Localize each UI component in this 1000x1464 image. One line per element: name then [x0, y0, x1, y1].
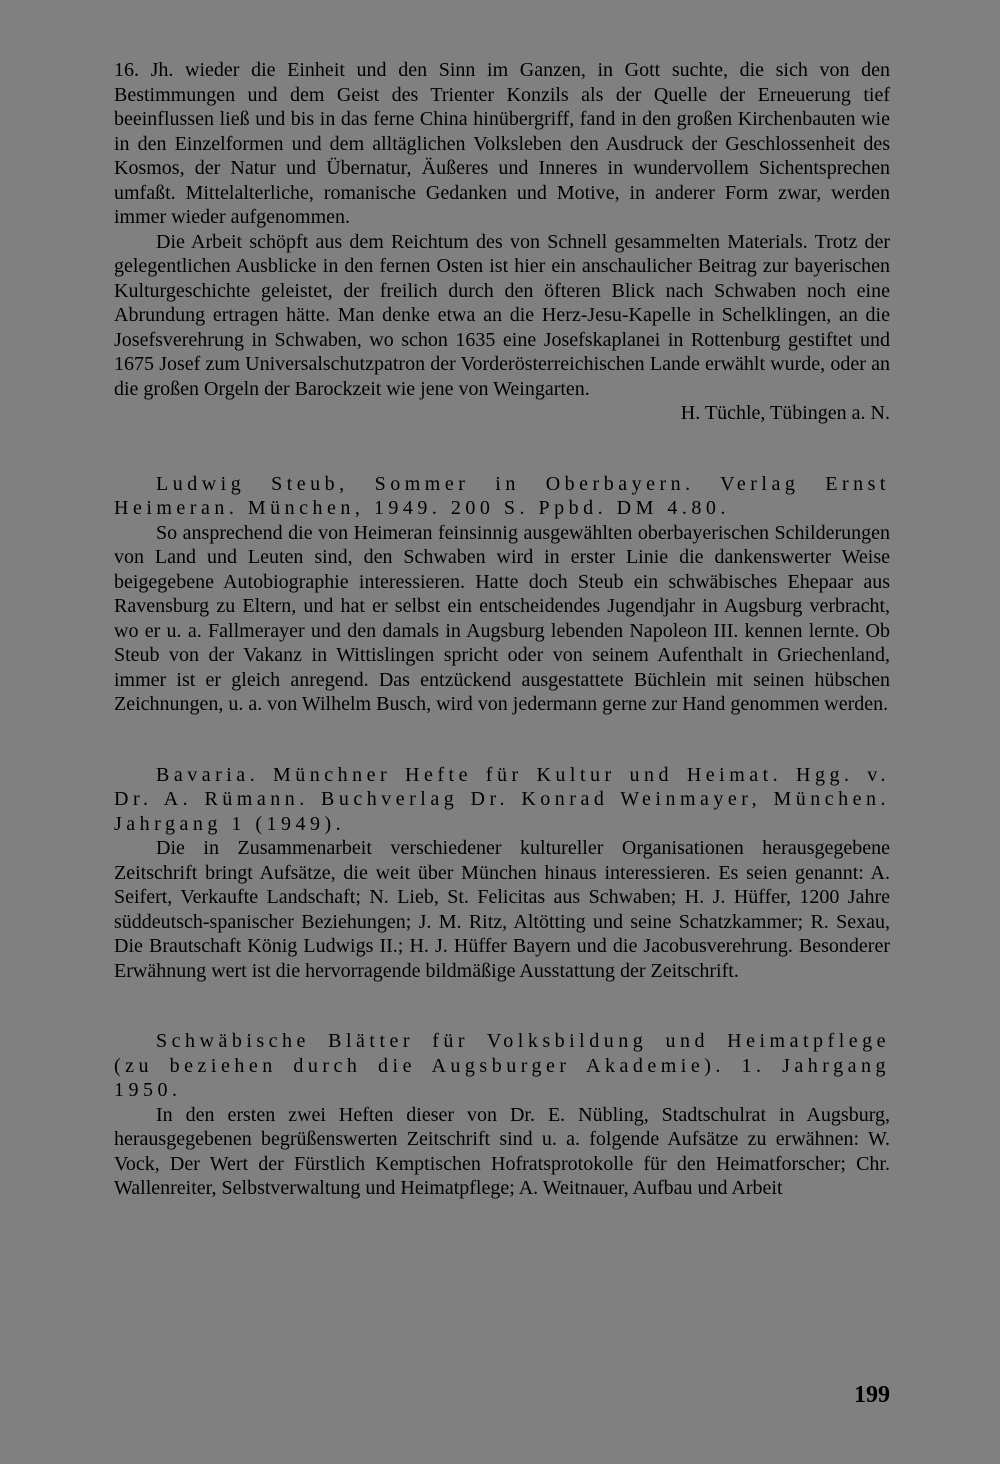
review-heading-bavaria: Bavaria. Münchner Hefte für Kultur und Heimat. Hgg. v. Dr. A. Rümann. Buchverlag Dr. Konrad Weinmayer, München. Jahrgang 1 (1949).: [114, 763, 890, 835]
page-body: [114, 58, 890, 1201]
review-body-bavaria: Die in Zusammenarbeit verschiedener kultureller Organisationen herausgegebene Zeitschrift bringt Aufsätze, die weit über München hinaus interessieren. Es seien genannt: A. Seifert, Verkaufte Landschaft; N. Lieb, St. Felicitas aus Schwaben; H. J. Hüffer, 1200 Jahre süddeutsch-spanischer Beziehungen; J. M. Ritz, Altötting und seine Schatzkammer; R. Sexau, Die Brautschaft König Ludwigs II.; H. J. Hüffer Bayern und die Jacobusverehrung. Besonderer Erwähnung wert ist die hervorragende bildmäßige Ausstattung der Zeitschrift.: [114, 837, 890, 982]
review-heading-steub: Ludwig Steub, Sommer in Oberbayern. Verlag Ernst Heimeran. München, 1949. 200 S. Ppbd. DM 4.80.: [114, 472, 890, 519]
section-gap: [114, 426, 890, 472]
review-heading-schwaebische-blaetter: Schwäbische Blätter für Volksbildung und Heimatpflege (zu beziehen durch die Augsburger Akademie). 1. Jahrgang 1950.: [114, 1030, 890, 1101]
section-gap: [114, 717, 890, 763]
page-number: 199: [854, 1382, 890, 1408]
review-body-schwaebische-blaetter: In den ersten zwei Heften dieser von Dr. E. Nübling, Stadtschulrat in Augsburg, herausgegebenen begrüßenswerten Zeitschrift sind u. a. folgende Aufsätze zu erwähnen: W. Vock, Der Wert der Fürstlich Kemptischen Hofratsprotokolle für den Heimatforscher; Chr. Wallenreiter, Selbstverwaltung und Heimatpflege; A. Weitnauer, Aufbau und Arbeit: [114, 1103, 890, 1199]
author-signature: H. Tüchle, Tübingen a. N.: [680, 402, 890, 424]
section-gap: [114, 983, 890, 1029]
review-body-steub: So ansprechend die von Heimeran feinsinnig ausgewählten oberbayerischen Schilderungen von Land und Leuten sind, den Schwaben wird in erster Linie die dankenswerter Weise beigegebene Autobiographie interessieren. Hatte doch Steub ein schwäbisches Ehepaar aus Ravensburg zu Eltern, und hat er selbst ein entscheidendes Jugendjahr in Augsburg verbracht, wo er u. a. Fallmerayer und den damals in Augsburg lebenden Napoleon III. kennen lernte. Ob Steub von der Vakanz in Wittislingen spricht oder von seinem Aufenthalt in Griechenland, immer ist er gleich anregend. Das entzückend ausgestattete Büchlein mit seinen hübschen Zeichnungen, u. a. von Wilhelm Busch, wird von jedermann gerne zur Hand genommen werden.: [114, 521, 890, 715]
article-paragraph-1: 16. Jh. wieder die Einheit und den Sinn im Ganzen, in Gott suchte, die sich von den Bestimmungen und dem Geist des Trienter Konzils als der Quelle der Erneuerung tief beeinflussen ließ und bis in das ferne China hinübergriff, fand in den großen Kirchenbauten wie in den Einzelformen und dem alltäglichen Volksleben den Ausdruck der Geschlossenheit des Kosmos, der Natur und Übernatur, Äußeres und Inneres in wundervollem Sichentsprechen umfaßt. Mittelalterliche, romanische Gedanken und Motive, in anderer Form zwar, werden immer wieder aufgenommen.: [114, 59, 890, 228]
article-paragraph-2: Die Arbeit schöpft aus dem Reichtum des von Schnell gesammelten Materials. Trotz der gelegentlichen Ausblicke in den fernen Osten ist hier ein anschaulicher Beitrag zur bayerischen Kulturgeschichte geleistet, der freilich durch den öfteren Blick nach Schwaben noch eine Abrundung ertragen hätte. Man denke etwa an die Herz-Jesu-Kapelle in Schelklingen, an die Josefsverehrung in Schwaben, wo schon 1635 eine Josefskaplanei in Rottenburg gestiftet und 1675 Josef zum Universalschutzpatron der Vorderösterreichischen Lande erwählt wurde, oder an die großen Orgeln der Barockzeit wie jene von Weingarten.: [114, 230, 890, 400]
